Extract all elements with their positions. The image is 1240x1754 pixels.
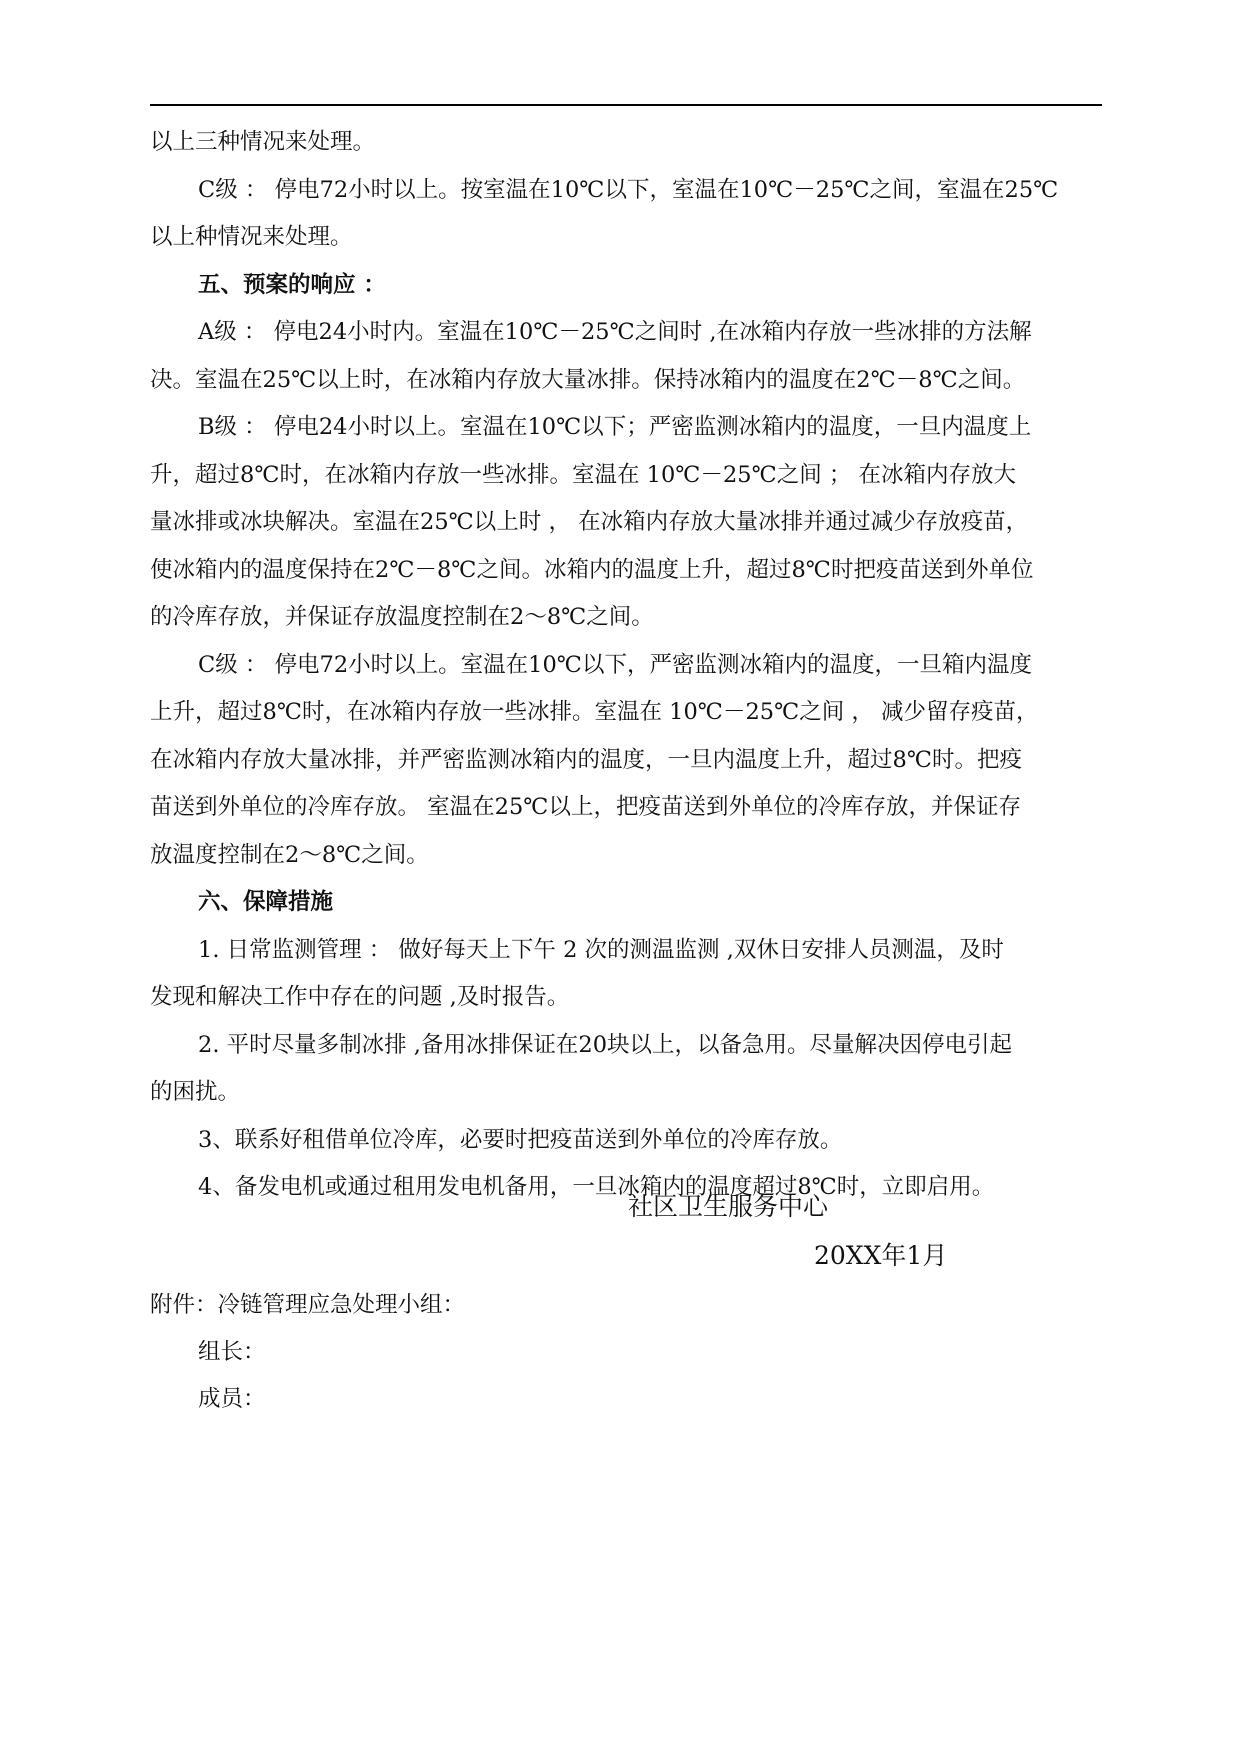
paragraph-line: 4、备发电机或通过租用发电机备用，一旦冰箱内的温度超过8℃时，立即启用。 xyxy=(198,1174,995,1200)
appendix-leader-label: 组长： xyxy=(198,1339,266,1365)
paragraph-line: 发现和解决工作中存在的问题 ,及时报告。 xyxy=(150,984,570,1010)
appendix-title: 附件：冷链管理应急处理小组： xyxy=(150,1292,466,1318)
signature-organization: 社区卫生服务中心 xyxy=(628,1192,829,1221)
paragraph-line: 量冰排或冰块解决。室温在25℃以上时 ， 在冰箱内存放大量冰排并通过减少存放疫苗， xyxy=(150,509,1029,535)
paragraph-line: 的困扰。 xyxy=(150,1079,241,1105)
signature-date: 20XX年1月 xyxy=(814,1241,948,1270)
paragraph-line: 1. 日常监测管理 ： 做好每天上下午 2 次的测温监测 ,双休日安排人员测温，及时 xyxy=(198,936,1004,963)
paragraph-line: 的冷库存放，并保证存放温度控制在2～8℃之间。 xyxy=(150,604,654,630)
paragraph-line: 苗送到外单位的冷库存放。 室温在25℃以上，把疫苗送到外单位的冷库存放，并保证存 xyxy=(150,794,1021,820)
paragraph-line: 升，超过8℃时，在冰箱内存放一些冰排。室温在 10℃－25℃之间 ； 在冰箱内存放大 xyxy=(150,461,1017,488)
paragraph-line: 决。室温在25℃以上时，在冰箱内存放大量冰排。保持冰箱内的温度在2℃－8℃之间。 xyxy=(150,366,1026,393)
paragraph-line: 上升，超过8℃时，在冰箱内存放一些冰排。室温在 10℃－25℃之间 ， 减少留存疫苗， xyxy=(150,699,1039,725)
paragraph-line: C级 ： 停电72小时以上。室温在10℃以下，严密监测冰箱内的温度，一旦箱内温度 xyxy=(198,651,1032,678)
document-body xyxy=(150,119,1102,1212)
appendix-members-label: 成员： xyxy=(198,1386,266,1412)
paragraph-line: 在冰箱内存放大量冰排，并严密监测冰箱内的温度，一旦内温度上升，超过8℃时。把疫 xyxy=(150,746,1022,773)
section-heading-response: 五、预案的响应 ： xyxy=(198,271,386,298)
paragraph-line: 以上三种情况来处理。 xyxy=(150,129,376,155)
paragraph-line: 使冰箱内的温度保持在2℃－8℃之间。冰箱内的温度上升，超过8℃时把疫苗送到外单位 xyxy=(150,556,1034,583)
paragraph-line: 以上种情况来处理。 xyxy=(150,224,353,250)
appendix xyxy=(150,1282,1102,1423)
paragraph-line: C级 ： 停电72小时以上。按室温在10℃以下，室温在10℃－25℃之间，室温在25℃ xyxy=(198,176,1059,203)
paragraph-line: 2. 平时尽量多制冰排 ,备用冰排保证在20块以上，以备急用。尽量解决因停电引起 xyxy=(198,1031,1013,1058)
paragraph-line: B级 ： 停电24小时以上。室温在10℃以下；严密监测冰箱内的温度，一旦内温度上 xyxy=(198,414,1032,440)
paragraph-line: A级 ： 停电24小时内。室温在10℃－25℃之间时 ,在冰箱内存放一些冰排的方法解 xyxy=(198,319,1032,345)
paragraph-line: 3、联系好租借单位冷库，必要时把疫苗送到外单位的冷库存放。 xyxy=(198,1126,843,1153)
paragraph-line: 放温度控制在2～8℃之间。 xyxy=(150,841,429,868)
header-rule xyxy=(150,104,1102,106)
section-heading-safeguards: 六、保障措施 xyxy=(198,889,334,915)
